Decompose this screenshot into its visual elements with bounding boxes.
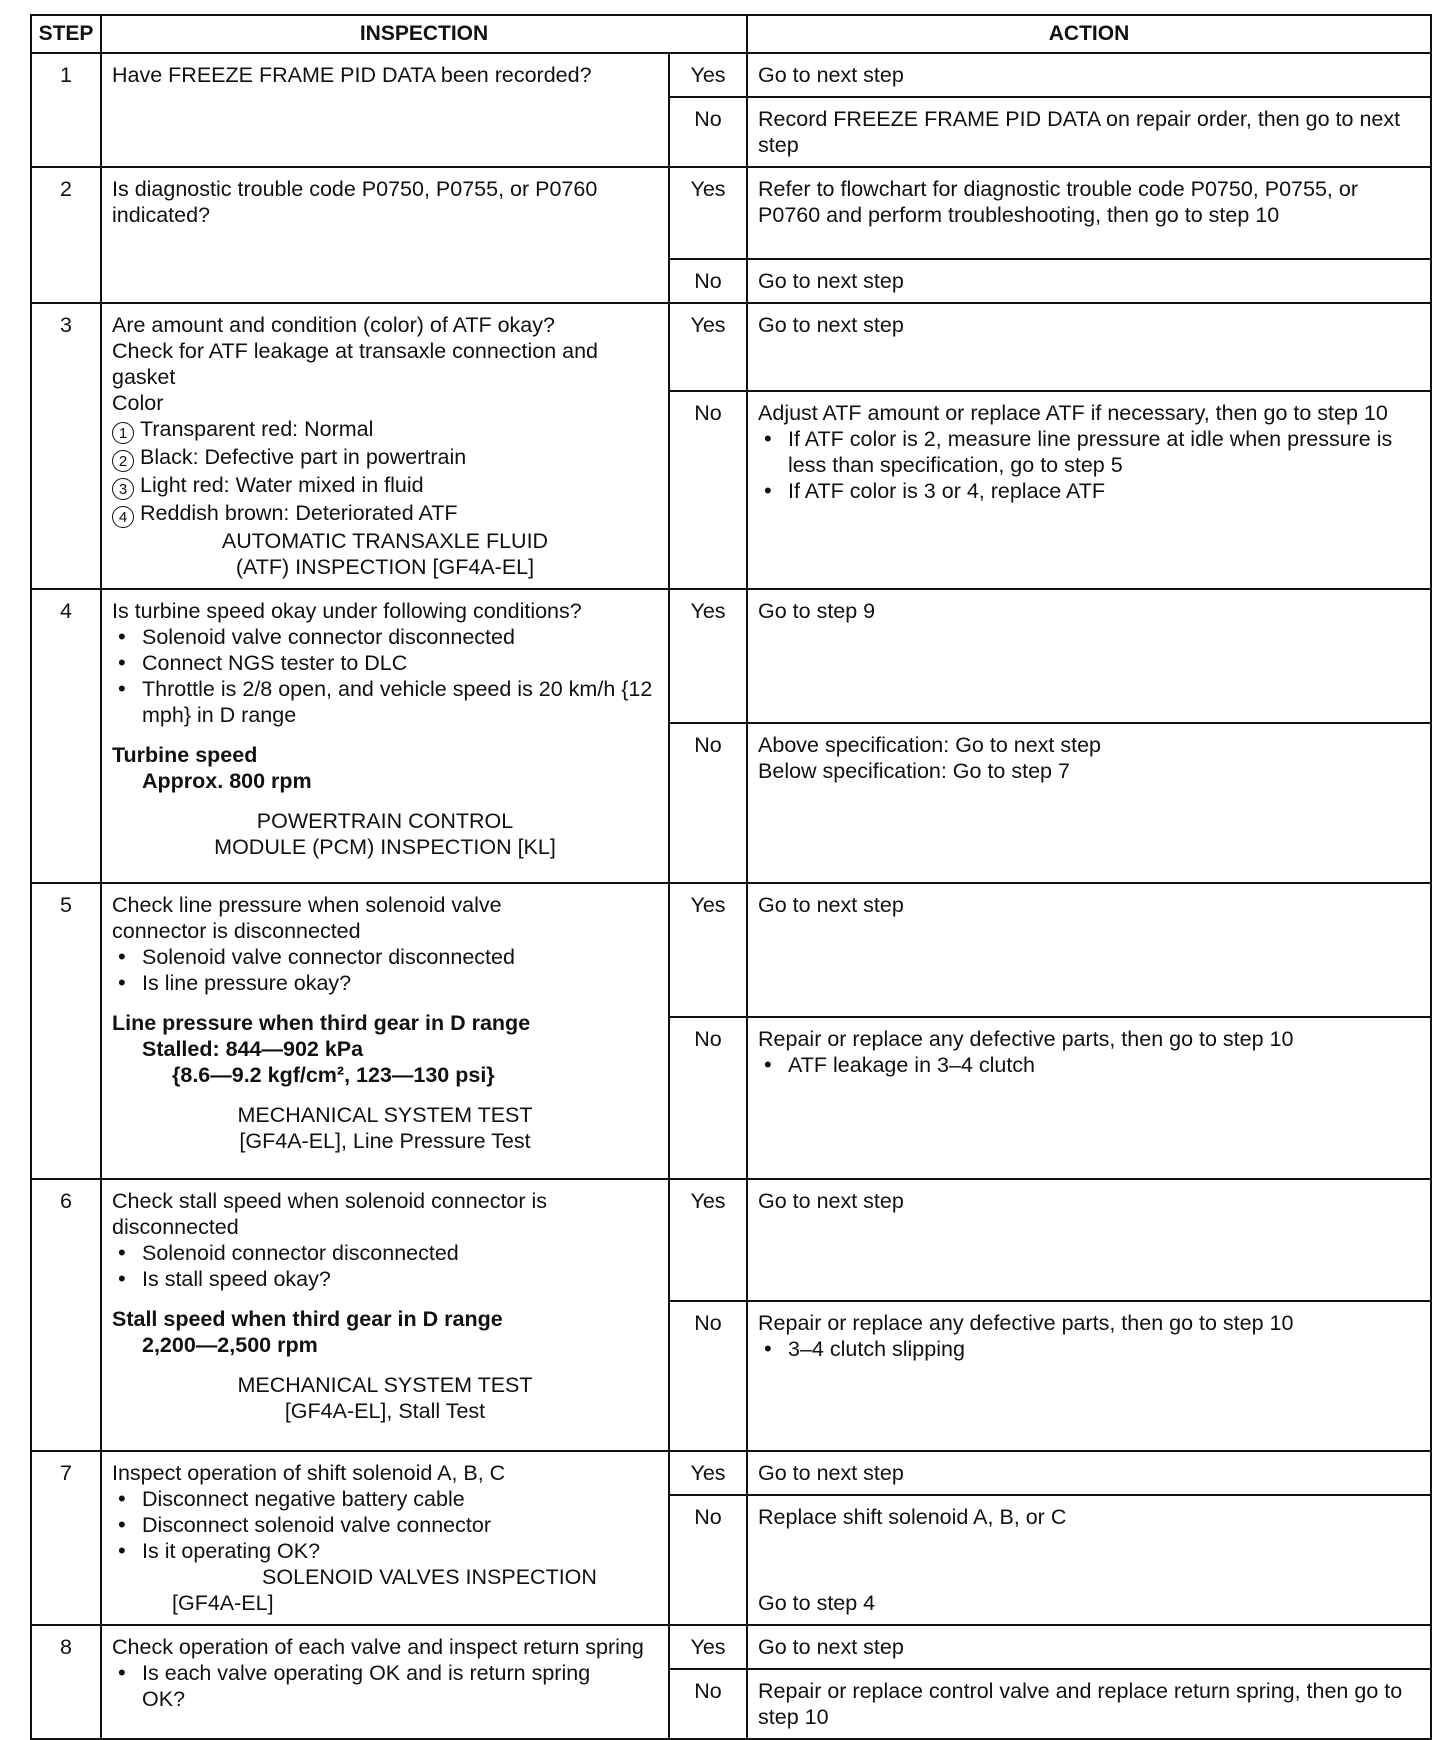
answer-no: No [669, 1669, 747, 1739]
inspection-bullets [112, 1660, 658, 1712]
reference-link: (ATF) INSPECTION [GF4A-EL] [235, 555, 535, 579]
answer-no: No [669, 259, 747, 303]
inspection-cell [101, 1179, 669, 1451]
action-no: Record FREEZE FRAME PID DATA on repair order, then go to next step [747, 97, 1431, 167]
action-no-cell [747, 1495, 1431, 1625]
step-number: 7 [31, 1451, 101, 1625]
color-item: 4 Reddish brown: Deteriorated ATF [112, 500, 658, 528]
spec-title: Turbine speed [112, 743, 258, 767]
list-item: • Solenoid valve connector disconnected [112, 944, 658, 970]
diagnostic-table [30, 14, 1432, 1740]
action-yes: Go to next step [747, 1179, 1431, 1301]
list-item: • Connect NGS tester to DLC [112, 650, 658, 676]
answer-no: No [669, 1017, 747, 1179]
table-row [31, 53, 1431, 97]
circled-number: 3 [112, 478, 134, 500]
header-inspection: INSPECTION [101, 15, 747, 53]
reference-link: [GF4A-EL], Line Pressure Test [239, 1129, 531, 1153]
answer-no: No [669, 1301, 747, 1451]
inspection-bullets [112, 1240, 658, 1292]
answer-yes: Yes [669, 53, 747, 97]
answer-yes: Yes [669, 303, 747, 391]
step-number: 2 [31, 167, 101, 303]
action-bullets [758, 1336, 1420, 1362]
spec-value: {8.6—9.2 kgf/cm², 123—130 psi} [172, 1063, 495, 1087]
reference-link: MECHANICAL SYSTEM TEST [237, 1373, 533, 1397]
inspection-question: Check stall speed when solenoid connector is disconnected [112, 1189, 548, 1239]
inspection-check: Check for ATF leakage at transaxle connection and gasket [112, 339, 599, 389]
action-yes: Go to next step [747, 303, 1431, 391]
list-item: • Is each valve operating OK and is return spring OK? [112, 1660, 658, 1712]
inspection-question: Check operation of each valve and inspect return spring [112, 1635, 644, 1659]
action-no-cell [747, 1017, 1431, 1179]
list-item: • Disconnect negative battery cable [112, 1486, 658, 1512]
list-item: • Disconnect solenoid valve connector [112, 1512, 658, 1538]
circled-number: 2 [112, 450, 134, 472]
answer-yes: Yes [669, 589, 747, 723]
inspection-question: Is turbine speed okay under following conditions? [112, 599, 582, 623]
header-step: STEP [31, 15, 101, 53]
reference-link: MODULE (PCM) INSPECTION [KL] [214, 835, 556, 859]
list-item: • If ATF color is 2, measure line pressure at idle when pressure is less than specification, go to step 5 [758, 426, 1420, 478]
spec-value: 2,200—2,500 rpm [142, 1333, 318, 1357]
action-yes: Go to step 9 [747, 589, 1431, 723]
inspection-question: Have FREEZE FRAME PID DATA been recorded? [112, 63, 592, 87]
action-bullets [758, 426, 1420, 504]
action-yes: Go to next step [747, 883, 1431, 1017]
list-item: • Is stall speed okay? [112, 1266, 658, 1292]
list-item: • Solenoid valve connector disconnected [112, 624, 658, 650]
action-no: Repair or replace control valve and replace return spring, then go to step 10 [747, 1669, 1431, 1739]
action-yes: Go to next step [747, 53, 1431, 97]
answer-yes: Yes [669, 167, 747, 259]
list-item: • ATF leakage in 3–4 clutch [758, 1052, 1420, 1078]
answer-yes: Yes [669, 1451, 747, 1495]
inspection-cell [101, 303, 669, 589]
list-item: • Is line pressure okay? [112, 970, 658, 996]
action-bullets [758, 1052, 1420, 1078]
color-item: 1 Transparent red: Normal [112, 416, 658, 444]
diagnostic-table-page [30, 14, 1430, 1740]
list-item: • Solenoid connector disconnected [112, 1240, 658, 1266]
answer-no: No [669, 723, 747, 883]
inspection-cell [101, 53, 669, 167]
action-no: Repair or replace any defective parts, then go to step 10 [758, 1027, 1294, 1051]
table-row [31, 883, 1431, 1017]
action-yes: Go to next step [747, 1451, 1431, 1495]
inspection-question: Inspect operation of shift solenoid A, B, C [112, 1461, 506, 1485]
action-yes: Go to next step [747, 1625, 1431, 1669]
answer-yes: Yes [669, 1625, 747, 1669]
list-item: • 3–4 clutch slipping [758, 1336, 1420, 1362]
step-number: 3 [31, 303, 101, 589]
list-item: • Is it operating OK? [112, 1538, 658, 1564]
color-label: Color [112, 391, 164, 415]
inspection-bullets [112, 944, 658, 996]
action-no-goto: Go to step 4 [758, 1591, 876, 1615]
table-row [31, 1451, 1431, 1495]
circled-number: 4 [112, 506, 134, 528]
action-no-cell [747, 391, 1431, 589]
inspection-question: Is diagnostic trouble code P0750, P0755, or P0760 indicated? [112, 177, 598, 227]
inspection-cell [101, 589, 669, 883]
inspection-bullets [112, 1486, 658, 1564]
header-row [31, 15, 1431, 53]
reference-link: SOLENOID VALVES INSPECTION [262, 1565, 597, 1589]
color-item: 2 Black: Defective part in powertrain [112, 444, 658, 472]
step-number: 1 [31, 53, 101, 167]
circled-number: 1 [112, 422, 134, 444]
table-row [31, 589, 1431, 723]
inspection-cell [101, 1451, 669, 1625]
answer-no: No [669, 1495, 747, 1625]
answer-yes: Yes [669, 1179, 747, 1301]
action-no: Above specification: Go to next step [758, 733, 1102, 757]
answer-yes: Yes [669, 883, 747, 1017]
inspection-question: Check line pressure when solenoid valve connector is disconnected [112, 893, 502, 943]
reference-link: AUTOMATIC TRANSAXLE FLUID [221, 529, 549, 553]
step-number: 4 [31, 589, 101, 883]
color-item: 3 Light red: Water mixed in fluid [112, 472, 658, 500]
table-row [31, 303, 1431, 391]
action-no-cell [747, 1301, 1431, 1451]
list-item: • If ATF color is 3 or 4, replace ATF [758, 478, 1420, 504]
spec-title: Stall speed when third gear in D range [112, 1307, 503, 1331]
header-action: ACTION [747, 15, 1431, 53]
inspection-cell [101, 167, 669, 303]
reference-link: [GF4A-EL], Stall Test [284, 1399, 486, 1423]
spec-value: Stalled: 844—902 kPa [142, 1037, 364, 1061]
step-number: 5 [31, 883, 101, 1179]
spec-value: Approx. 800 rpm [142, 769, 312, 793]
action-no-cell [747, 723, 1431, 883]
reference-link: POWERTRAIN CONTROL [256, 809, 514, 833]
table-row [31, 1625, 1431, 1669]
reference-link: [GF4A-EL] [172, 1591, 274, 1615]
spec-title: Line pressure when third gear in D range [112, 1011, 531, 1035]
action-no: Below specification: Go to step 7 [758, 759, 1070, 783]
action-no: Adjust ATF amount or replace ATF if necessary, then go to step 10 [758, 400, 1388, 425]
table-row [31, 1179, 1431, 1301]
list-item: • Throttle is 2/8 open, and vehicle speed is 20 km/h {12 mph} in D range [112, 676, 658, 728]
inspection-cell [101, 883, 669, 1179]
action-no: Replace shift solenoid A, B, or C [758, 1505, 1067, 1529]
inspection-bullets [112, 624, 658, 728]
inspection-cell [101, 1625, 669, 1739]
table-row [31, 167, 1431, 259]
action-no: Repair or replace any defective parts, then go to step 10 [758, 1311, 1294, 1335]
reference-link: MECHANICAL SYSTEM TEST [237, 1103, 533, 1127]
inspection-question: Are amount and condition (color) of ATF okay? [112, 313, 555, 337]
step-number: 8 [31, 1625, 101, 1739]
answer-no: No [669, 391, 747, 589]
action-yes: Refer to flowchart for diagnostic trouble code P0750, P0755, or P0760 and perform troubleshooting, then go to step 10 [747, 167, 1431, 259]
step-number: 6 [31, 1179, 101, 1451]
action-no: Go to next step [747, 259, 1431, 303]
answer-no: No [669, 97, 747, 167]
